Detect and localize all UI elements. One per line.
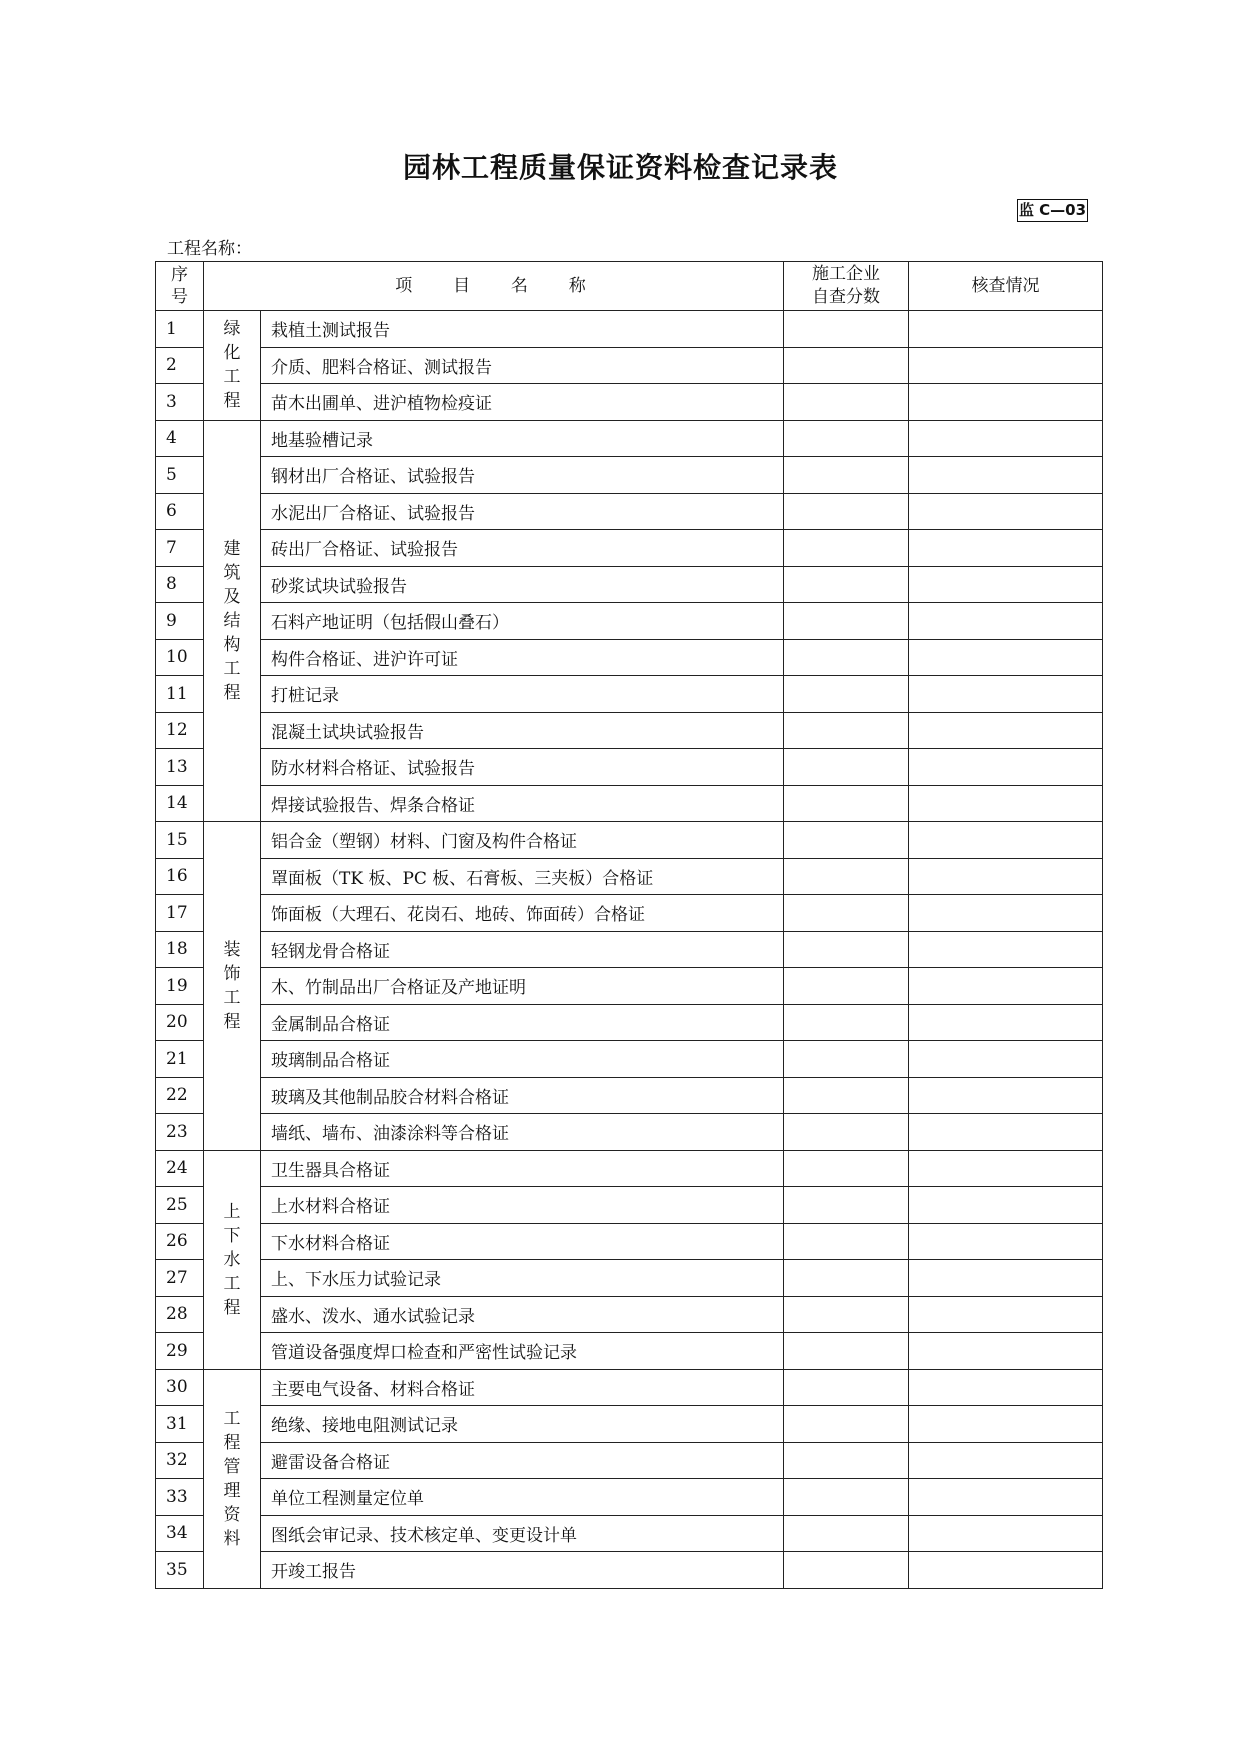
item-name: 下水材料合格证 [261,1223,784,1260]
item-name: 防水材料合格证、试验报告 [261,749,784,786]
check-status-cell[interactable] [909,384,1103,421]
item-name: 玻璃及其他制品胶合材料合格证 [261,1077,784,1114]
item-name: 上、下水压力试验记录 [261,1260,784,1297]
table-row [156,1333,1103,1370]
row-number: 17 [156,895,204,932]
table-row [156,1223,1103,1260]
row-number: 24 [156,1150,204,1187]
item-name: 卫生器具合格证 [261,1150,784,1187]
self-score-cell[interactable] [784,1187,909,1224]
table-row [156,712,1103,749]
item-name: 开竣工报告 [261,1552,784,1589]
self-score-cell[interactable] [784,1442,909,1479]
self-score-cell[interactable] [784,1296,909,1333]
check-status-cell[interactable] [909,931,1103,968]
self-score-cell[interactable] [784,1223,909,1260]
self-score-cell[interactable] [784,1515,909,1552]
row-number: 3 [156,384,204,421]
item-name: 砂浆试块试验报告 [261,566,784,603]
self-score-cell[interactable] [784,1041,909,1078]
self-score-cell[interactable] [784,1260,909,1297]
row-number: 15 [156,822,204,859]
self-score-cell[interactable] [784,712,909,749]
table-row [156,1552,1103,1589]
check-status-cell[interactable] [909,1479,1103,1516]
row-number: 30 [156,1369,204,1406]
item-name: 金属制品合格证 [261,1004,784,1041]
check-status-cell[interactable] [909,1369,1103,1406]
item-name: 轻钢龙骨合格证 [261,931,784,968]
check-status-cell[interactable] [909,968,1103,1005]
row-number: 32 [156,1442,204,1479]
item-name: 地基验槽记录 [261,420,784,457]
self-score-cell[interactable] [784,311,909,348]
self-score-cell[interactable] [784,1004,909,1041]
row-number: 18 [156,931,204,968]
check-status-cell[interactable] [909,639,1103,676]
table-row [156,1077,1103,1114]
self-score-cell[interactable] [784,1369,909,1406]
row-number: 11 [156,676,204,713]
check-status-cell[interactable] [909,420,1103,457]
table-row [156,1406,1103,1443]
table-row [156,1515,1103,1552]
category-cell [204,822,261,1151]
self-score-cell[interactable] [784,639,909,676]
self-score-cell[interactable] [784,420,909,457]
table-row [156,420,1103,457]
row-number: 19 [156,968,204,1005]
item-name: 饰面板（大理石、花岗石、地砖、饰面砖）合格证 [261,895,784,932]
check-status-cell[interactable] [909,1223,1103,1260]
item-name: 图纸会审记录、技术核定单、变更设计单 [261,1515,784,1552]
category-cell [204,1150,261,1369]
self-score-cell[interactable] [784,749,909,786]
table-row [156,384,1103,421]
self-score-cell[interactable] [784,1077,909,1114]
self-score-cell[interactable] [784,1333,909,1370]
self-score-cell[interactable] [784,858,909,895]
table-row [156,931,1103,968]
self-score-cell[interactable] [784,603,909,640]
table-row [156,968,1103,1005]
check-status-cell[interactable] [909,749,1103,786]
self-score-cell[interactable] [784,347,909,384]
item-name: 管道设备强度焊口检查和严密性试验记录 [261,1333,784,1370]
check-status-cell[interactable] [909,1442,1103,1479]
check-status-cell[interactable] [909,822,1103,859]
category-label: 工程管理资料 [223,1408,241,1549]
header-item-name-text: 项 目 名 称 [395,275,592,296]
table-row [156,457,1103,494]
check-status-cell[interactable] [909,566,1103,603]
form-code-box: 监 C—03 [1017,199,1088,222]
table-row [156,1479,1103,1516]
self-score-cell[interactable] [784,895,909,932]
row-number: 8 [156,566,204,603]
item-name: 玻璃制品合格证 [261,1041,784,1078]
check-status-cell[interactable] [909,1187,1103,1224]
row-number: 14 [156,785,204,822]
check-status-cell[interactable] [909,603,1103,640]
item-name: 栽植土测试报告 [261,311,784,348]
table-row [156,639,1103,676]
item-name: 打桩记录 [261,676,784,713]
header-no-text: 序号 [171,265,188,307]
table-row [156,1041,1103,1078]
self-score-cell[interactable] [784,457,909,494]
row-number: 9 [156,603,204,640]
row-number: 33 [156,1479,204,1516]
self-score-cell[interactable] [784,676,909,713]
table-row [156,822,1103,859]
check-status-cell[interactable] [909,1406,1103,1443]
category-label: 上下水工程 [223,1201,241,1318]
row-number: 20 [156,1004,204,1041]
header-item-name [204,262,784,311]
check-status-cell[interactable] [909,858,1103,895]
item-name: 上水材料合格证 [261,1187,784,1224]
self-score-cell[interactable] [784,566,909,603]
table-row [156,1004,1103,1041]
self-score-cell[interactable] [784,785,909,822]
item-name: 构件合格证、进沪许可证 [261,639,784,676]
check-status-cell[interactable] [909,311,1103,348]
item-name: 罩面板（TK 板、PC 板、石膏板、三夹板）合格证 [261,858,784,895]
row-number: 10 [156,639,204,676]
row-number: 13 [156,749,204,786]
check-status-cell[interactable] [909,530,1103,567]
row-number: 29 [156,1333,204,1370]
table-row [156,566,1103,603]
row-number: 6 [156,493,204,530]
header-no [156,262,204,311]
check-status-cell[interactable] [909,712,1103,749]
item-name: 介质、肥料合格证、测试报告 [261,347,784,384]
check-status-cell[interactable] [909,895,1103,932]
row-number: 34 [156,1515,204,1552]
row-number: 22 [156,1077,204,1114]
check-status-cell[interactable] [909,1041,1103,1078]
check-status-cell[interactable] [909,1004,1103,1041]
table-row [156,858,1103,895]
item-name: 石料产地证明（包括假山叠石） [261,603,784,640]
row-number: 16 [156,858,204,895]
row-number: 21 [156,1041,204,1078]
project-name-label: 工程名称： [167,239,252,259]
row-number: 1 [156,311,204,348]
item-name: 混凝土试块试验报告 [261,712,784,749]
row-number: 12 [156,712,204,749]
check-status-cell[interactable] [909,347,1103,384]
item-name: 木、竹制品出厂合格证及产地证明 [261,968,784,1005]
table-row [156,676,1103,713]
item-name: 主要电气设备、材料合格证 [261,1369,784,1406]
row-number: 2 [156,347,204,384]
table-row [156,1296,1103,1333]
category-cell [204,420,261,822]
table-row [156,1187,1103,1224]
check-status-cell[interactable] [909,1296,1103,1333]
check-status-cell[interactable] [909,1077,1103,1114]
table-row [156,603,1103,640]
row-number: 4 [156,420,204,457]
table-row [156,347,1103,384]
item-name: 水泥出厂合格证、试验报告 [261,493,784,530]
check-status-cell[interactable] [909,1515,1103,1552]
check-status-cell[interactable] [909,1150,1103,1187]
category-cell [204,1369,261,1588]
item-name: 盛水、泼水、通水试验记录 [261,1296,784,1333]
table-row [156,785,1103,822]
check-status-cell[interactable] [909,493,1103,530]
row-number: 5 [156,457,204,494]
check-status-cell[interactable] [909,457,1103,494]
category-label: 绿化工程 [223,319,241,412]
item-name: 墙纸、墙布、油漆涂料等合格证 [261,1114,784,1151]
table-row [156,1150,1103,1187]
item-name: 焊接试验报告、焊条合格证 [261,785,784,822]
check-status-cell[interactable] [909,785,1103,822]
category-cell [204,311,261,421]
row-number: 31 [156,1406,204,1443]
item-name: 绝缘、接地电阻测试记录 [261,1406,784,1443]
self-score-cell[interactable] [784,1114,909,1151]
page-title: 园林工程质量保证资料检查记录表 [402,151,838,184]
check-status-cell[interactable] [909,1114,1103,1151]
self-score-cell[interactable] [784,530,909,567]
row-number: 23 [156,1114,204,1151]
header-self-score [784,262,909,311]
self-score-cell[interactable] [784,968,909,1005]
header-self-score-text: 施工企业自查分数 [812,264,880,307]
check-status-cell[interactable] [909,676,1103,713]
table-row [156,749,1103,786]
self-score-cell[interactable] [784,822,909,859]
self-score-cell[interactable] [784,1479,909,1516]
item-name: 铝合金（塑钢）材料、门窗及构件合格证 [261,822,784,859]
table-row [156,530,1103,567]
category-label: 建筑及结构工程 [223,538,241,703]
self-score-cell[interactable] [784,384,909,421]
table-row [156,311,1103,348]
row-number: 26 [156,1223,204,1260]
item-name: 钢材出厂合格证、试验报告 [261,457,784,494]
record-table [155,261,1103,1589]
row-number: 7 [156,530,204,567]
self-score-cell[interactable] [784,1552,909,1589]
self-score-cell[interactable] [784,1406,909,1443]
table-row [156,1442,1103,1479]
table-row [156,895,1103,932]
check-status-cell[interactable] [909,1552,1103,1589]
item-name: 避雷设备合格证 [261,1442,784,1479]
table-row [156,1114,1103,1151]
table-body [156,262,1103,1589]
row-number: 28 [156,1296,204,1333]
row-number: 35 [156,1552,204,1589]
self-score-cell[interactable] [784,931,909,968]
header-check-status: 核查情况 [909,262,1103,311]
table-row [156,1369,1103,1406]
item-name: 砖出厂合格证、试验报告 [261,530,784,567]
table-row [156,493,1103,530]
row-number: 27 [156,1260,204,1297]
table-row [156,1260,1103,1297]
self-score-cell[interactable] [784,1150,909,1187]
self-score-cell[interactable] [784,493,909,530]
row-number: 25 [156,1187,204,1224]
item-name: 苗木出圃单、进沪植物检疫证 [261,384,784,421]
check-status-cell[interactable] [909,1260,1103,1297]
item-name: 单位工程测量定位单 [261,1479,784,1516]
table-header-row [156,262,1103,311]
category-label: 装饰工程 [223,939,241,1032]
check-status-cell[interactable] [909,1333,1103,1370]
